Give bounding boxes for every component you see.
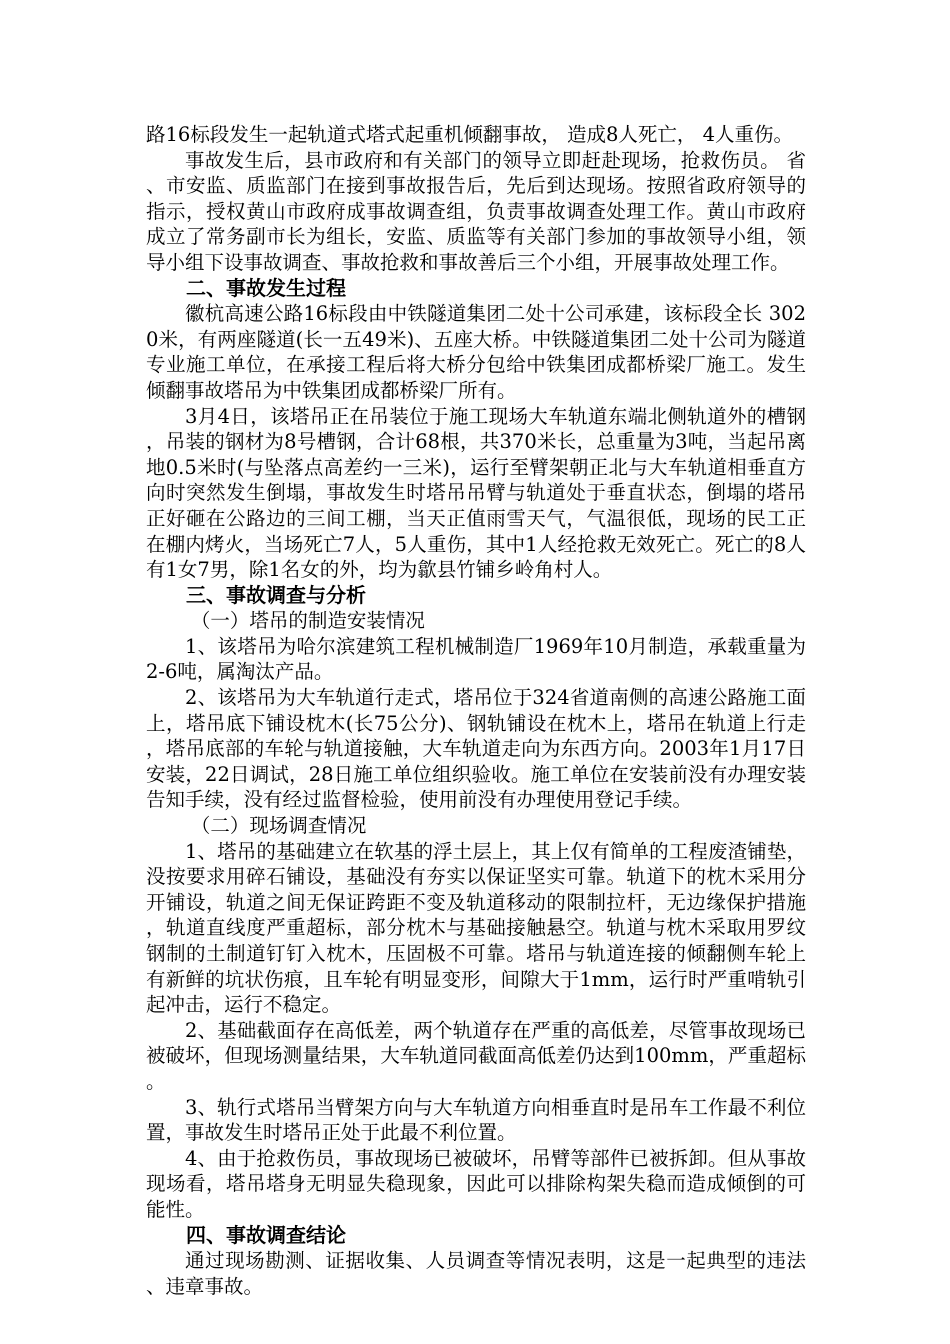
manufacture-paragraph-1: 1、该塔吊为哈尔滨建筑工程机械制造厂1969年10月制造，承载重量为2-6吨，属淘汰产品。: [146, 634, 806, 684]
section-heading-conclusion: 四、事故调查结论: [186, 1222, 346, 1247]
process-paragraph-1: 徽杭高速公路16标段由中铁隧道集团二处十公司承建，该标段全长 3020米，有两座隧道(长一五49米)、五座大桥。中铁隧道集团二处十公司为隧道专业施工单位，在承接工程后将大桥分包给中铁集团成都桥梁厂施工。发生倾翻事故塔吊为中铁集团成都桥梁厂所有。: [146, 302, 806, 402]
subsection-heading-manufacture: （一）塔吊的制造安装情况: [190, 609, 425, 633]
site-paragraph-4: 4、由于抢救伤员，事故现场已被破坏，吊臂等部件已被拆卸。但从事故现场看，塔吊塔身无明显失稳现象，因此可以排除构架失稳而造成倾倒的可能性。: [146, 1146, 806, 1221]
site-paragraph-2: 2、基础截面存在高低差，两个轨道存在严重的高低差，尽管事故现场已被破坏，但现场测量结果，大车轨道同截面高低差仍达到100mm，严重超标。: [146, 1018, 806, 1093]
document-page: [146, 122, 806, 1299]
intro-paragraph: 路16标段发生一起轨道式塔式起重机倾翻事故， 造成8人死亡， 4人重伤。: [146, 123, 794, 146]
site-paragraph-1: 1、塔吊的基础建立在软基的浮土层上，其上仅有简单的工程废渣铺垫，没按要求用碎石铺设，基础没有夯实以保证坚实可靠。轨道下的枕木采用分开铺设，轨道之间无保证跨距不变及轨道移动的限制拉杆，无边缘保护措施，轨道直线度严重超标，部分枕木与基础接触悬空。轨道与枕木采取用罗纹钢制的土制道钉钉入枕木，压固极不可靠。塔吊与轨道连接的倾翻侧车轮上有新鲜的坑状伤痕，且车轮有明显变形，间隙大于1mm，运行时严重啃轨引起冲击，运行不稳定。: [146, 839, 806, 1017]
section-heading-process: 二、事故发生过程: [186, 275, 346, 300]
subsection-heading-site: （二）现场调查情况: [190, 814, 367, 838]
manufacture-paragraph-2: 2、该塔吊为大车轨道行走式，塔吊位于324省道南侧的高速公路施工面上，塔吊底下铺设枕木(长75公分)、钢轨铺设在枕木上，塔吊在轨道上行走，塔吊底部的车轮与轨道接触，大车轨道走向为东西方向。2003年1月17日安装，22日调试，28日施工单位组织验收。施工单位在安装前没有办理安装告知手续，没有经过监督检验，使用前没有办理使用登记手续。: [146, 686, 806, 812]
process-paragraph-2: 3月4日，该塔吊正在吊装位于施工现场大车轨道东端北侧轨道外的槽钢，吊装的钢材为8号槽钢，合计68根，共370米长，总重量为3吨，当起吊离地0.5米时(与坠落点高差约一三米)，运行至臂架朝正北与大车轨道相垂直方向时突然发生倒塌，事故发生时塔吊吊臂与轨道处于垂直状态，倒塌的塔吊正好砸在公路边的三间工棚，当天正值雨雪天气，气温很低，现场的民工正在棚内烤火，当场死亡7人，5人重伤，其中1人经抢救无效死亡。死亡的8人有1女7男，除1名女的外，均为歙县竹铺乡岭角村人。: [146, 404, 806, 582]
site-paragraph-3: 3、轨行式塔吊当臂架方向与大车轨道方向相垂直时是吊车工作最不利位置，事故发生时塔吊正处于此最不利位置。: [146, 1095, 806, 1145]
section-heading-investigation: 三、事故调查与分析: [186, 582, 366, 607]
response-paragraph: 事故发生后，县市政府和有关部门的领导立即赶赴现场，抢救伤员。 省、市安监、质监部门在接到事故报告后，先后到达现场。按照省政府领导的指示，授权黄山市政府成事故调查组，负责事故调查处理工作。黄山市政府成立了常务副市长为组长，安监、质监等有关部门参加的事故领导小组，领导小组下设事故调查、事故抢救和事故善后三个小组，开展事故处理工作。: [146, 148, 806, 274]
conclusion-paragraph: 通过现场勘测、证据收集、人员调查等情况表明，这是一起典型的违法、违章事故。: [146, 1249, 806, 1298]
